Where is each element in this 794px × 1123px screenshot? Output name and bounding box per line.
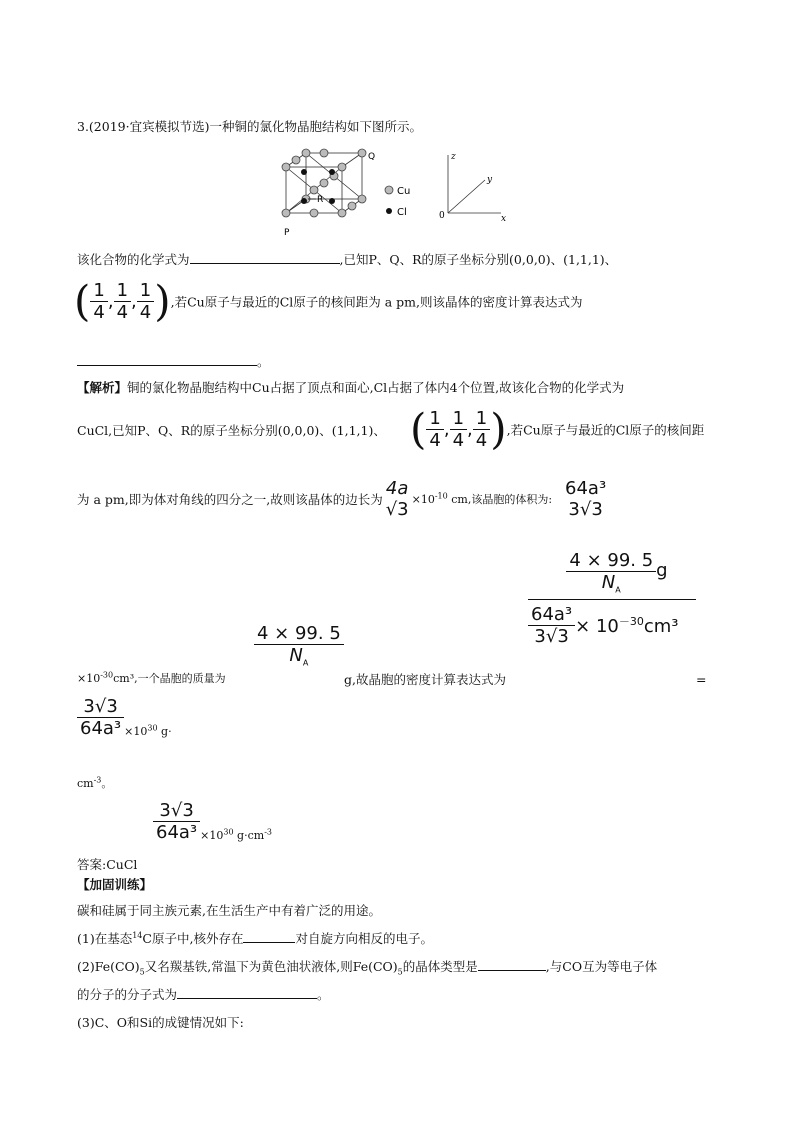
- question-line-1: [77, 250, 617, 268]
- right-paren: ): [154, 276, 171, 326]
- line2-text: ,若Cu原子与最近的Cl原子的核间距为 a pm,则该晶体的密度计算表达式为: [170, 294, 583, 310]
- q1-blank[interactable]: [243, 930, 295, 943]
- mass-frac: $\frac{4 \times 99. 5}{N_A}$: [254, 623, 344, 668]
- answer-line: 答案:CuCl $\frac{3√3}{\text{64a³}}$ $\times 10^{30}$ $g\cdot cm^{-3}$: [77, 800, 272, 872]
- axis-y-label: y: [487, 175, 493, 185]
- legend-cu: Cu: [397, 186, 411, 197]
- axis-z-label: z: [451, 152, 456, 162]
- coord-frac-1: $\frac{1}{4}$: [90, 280, 107, 323]
- formula-blank[interactable]: [190, 251, 340, 264]
- axes-figure: [435, 150, 515, 225]
- question-line-2: ( $\frac{1}{4}$ , $\frac{1}{4}$ , $\frac{1}{4}$ ),若Cu原子与最近的Cl原子的核间距为 a pm,则该晶体的密度计算表达式为: [74, 276, 583, 326]
- analysis-line-4c: g,故晶胞的密度计算表达式为: [344, 672, 506, 687]
- axis-x-label: x: [501, 214, 507, 224]
- extra-q3: (3)C、O和Si的成键情况如下:: [77, 1015, 244, 1030]
- figure-legend: [383, 180, 423, 220]
- legend-cl-marker: [386, 208, 392, 214]
- analysis-coord-frac-3: $\frac{1}{4}$: [473, 408, 490, 451]
- analysis-coord-frac-2: $\frac{1}{4}$: [450, 408, 467, 451]
- axis-origin-label: 0: [439, 211, 445, 221]
- question-line-3: 。: [77, 352, 270, 370]
- equals-sign: =: [696, 672, 707, 687]
- left-paren: (: [74, 276, 91, 326]
- legend-cl: Cl: [397, 207, 407, 218]
- coord-frac-3: $\frac{1}{4}$: [137, 280, 154, 323]
- analysis-coord-frac-1: $\frac{1}{4}$: [426, 408, 443, 451]
- question-stem: 3.(2019·宜宾模拟节选)一种铜的氯化物晶胞结构如下图所示。: [77, 119, 422, 134]
- analysis-line-2: CuCl,已知P、Q、R的原子坐标分别(0,0,0)、(1,1,1)、 ( $\frac{1}{4}$ , $\frac{1}{4}$ , $\frac{1}{4}$ ),若Cu原子与最近的Cl原子的核间距: [77, 404, 705, 454]
- line1-text-a: 该化合物的化学式为: [77, 252, 190, 267]
- extra-tag: 【加固训练】: [77, 877, 153, 892]
- analysis-l2-text: CuCl,已知P、Q、R的原子坐标分别(0,0,0)、(1,1,1)、: [77, 422, 386, 438]
- crystal-cell-figure: [278, 145, 388, 240]
- analysis-tag: 【解析】: [77, 380, 128, 395]
- figure-label-r: R: [317, 195, 324, 205]
- extra-q2-line2: 的分子的分子式为 。: [77, 987, 330, 1002]
- q2-molecule-blank[interactable]: [177, 986, 317, 999]
- density-compound-frac: $\frac{4 \times 99. 5}{N_A}$ g $\frac{\text{64a³}}{3√3}$ × $10^{-30}cm^3$: [528, 550, 696, 647]
- analysis-line-3: 为 a pm,即为体对角线的四分之一,故则该晶体的边长为 4a √3 $\times 10^{-10}$ cm,该晶胞的体积为: 64a³ 3√3: [77, 478, 609, 543]
- line1-text-b: ,已知P、Q、R的原子坐标分别(0,0,0)、(1,1,1)、: [339, 252, 618, 267]
- result-line-2: $cm^{-3}$。: [77, 775, 113, 790]
- extra-q2: $(2)Fe(CO)_5$又名羰基铁,常温下为黄色油状液体,则$Fe(CO)_5$的晶体类型是 ,与CO互为等电子体: [77, 959, 658, 977]
- figure-label-p: P: [284, 228, 290, 238]
- result-line: $\frac{3√3}{\text{64a³}}$ $\times 10^{30}$ g·: [77, 696, 172, 739]
- q2-crystal-blank[interactable]: [478, 958, 546, 971]
- density-blank[interactable]: [77, 353, 257, 366]
- figure-label-q: Q: [368, 152, 376, 162]
- extra-q1: (1)在基态$^{14}$C原子中,核外存在 对自旋方向相反的电子。: [77, 930, 433, 946]
- legend-cu-marker: [385, 186, 393, 194]
- analysis-line-1: 【解析】铜的氯化物晶胞结构中Cu占据了顶点和面心,Cl占据了体内4个位置,故该化合物的化学式为: [77, 380, 625, 395]
- volume-frac: 64a³ 3√3: [565, 478, 607, 520]
- analysis-line-4a: $\times 10^{-30}cm^3$,一个晶胞的质量为: [77, 670, 226, 685]
- extra-intro: 碳和硅属于同主族元素,在生活生产中有着广泛的用途。: [77, 903, 381, 918]
- coord-frac-2: $\frac{1}{4}$: [114, 280, 131, 323]
- answer-label: 答案:CuCl: [77, 857, 138, 872]
- edge-length-frac: 4a √3: [385, 478, 409, 520]
